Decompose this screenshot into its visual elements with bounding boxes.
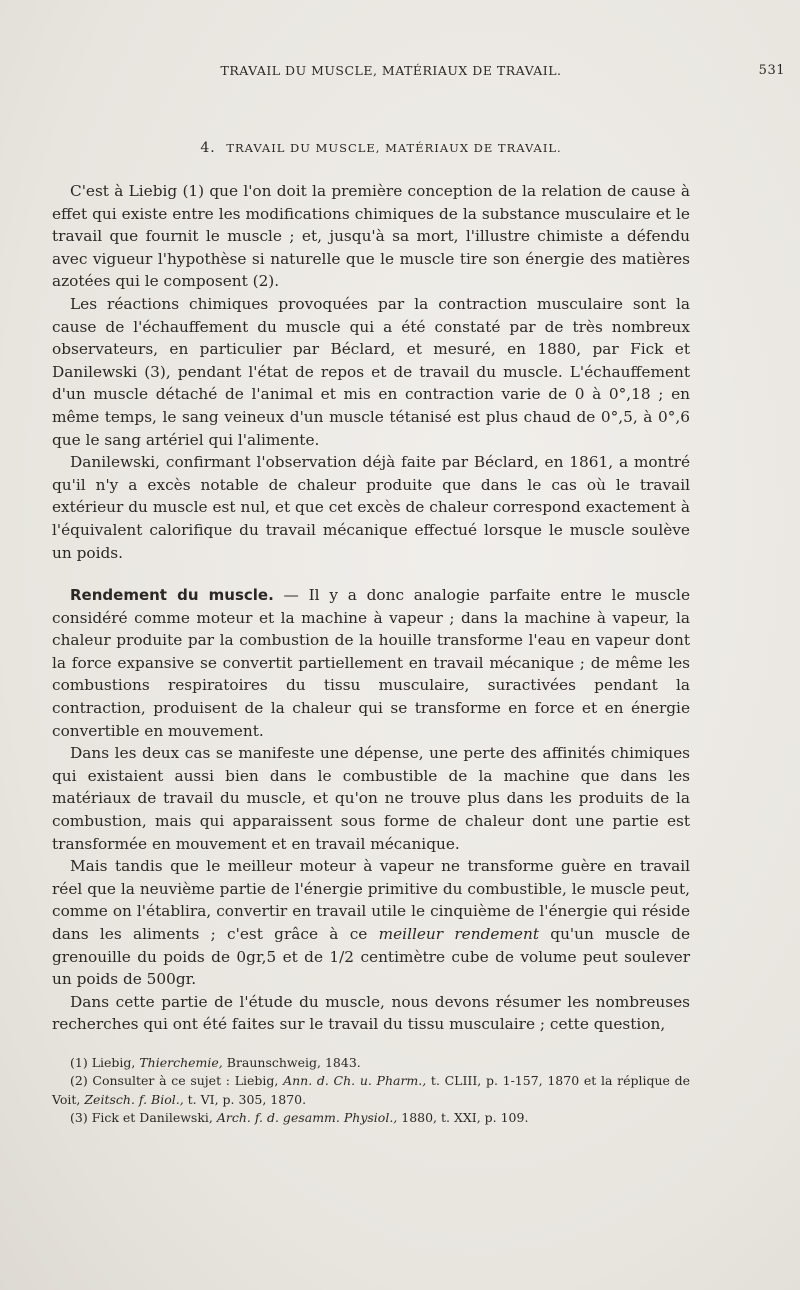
footnote-mark: (3) [70,1110,88,1126]
running-header [92,60,785,82]
paragraph-deux-cas: Dans les deux cas se manifeste une dépense, une perte des affinités chimiques qui existaient aussi bien dans le combustible de la machine que dans les matériaux de travail du muscle, et qu'on ne trouve plus dans les produits de la combustion, mais qui apparaissent sous forme de chaleur dont une partie est transformée en mouvement et en travail mécanique. [52,744,690,853]
footnote-text: 1880, t. XXI, p. 109. [397,1110,529,1126]
paragraph-rendement [52,584,690,742]
footnote-title: Ann. d. Ch. u. Pharm., [283,1073,427,1089]
footnote-text: Fick et Danilewski, [87,1110,217,1126]
footnote-text: Liebig, [87,1054,140,1070]
section-heading [72,140,690,156]
paragraph-reactions: Les réactions chimiques provoquées par la contraction musculaire sont la cause de l'échauffement du muscle qui a été constaté par de très nombreux observateurs, en particulier par Béclard, et mesuré, en 1880, par Fick et Danilewski (3), pendant l'état de repos et de travail du muscle. L'échauffement d'un muscle détaché de l'animal et mis en contraction varie de 0 à 0°,18 ; en même temps, le sang veineux d'un muscle tétanisé est plus chaud de 0°,5, à 0°,6 que le sang artériel qui l'alimente. [52,294,690,449]
footnote-text: Consulter à ce sujet : Liebig, [87,1073,284,1089]
run-in-heading: Rendement du muscle. [70,586,274,605]
footnote-title: Arch. f. d. gesamm. Physiol., [216,1110,398,1126]
footnote-text: Braunschweig, 1843. [222,1054,361,1070]
running-title: TRAVAIL DU MUSCLE, MATÉRIAUX DE TRAVAIL. [220,63,562,78]
paragraph-mais-tandis [52,855,690,991]
footnote-text: t. CLIII, p. 1-157, 1870 et la réplique de Voit, [52,1073,691,1107]
footnote-2 [52,1072,690,1109]
paragraph-last: Dans cette partie de l'étude du muscle, nous devons résumer les nombreuses recherches qui ont été faites sur le travail du tissu musculaire ; cette question, [52,992,690,1034]
footnote-mark: (2) [70,1073,88,1089]
section-title: TRAVAIL DU MUSCLE, MATÉRIAUX DE TRAVAIL. [226,141,562,155]
paragraph-danilewski: Danilewski, confirmant l'observation déjà faite par Béclard, en 1861, a montré qu'il n'y a excès notable de chaleur produite que dans le cas où le travail extérieur du muscle est nul, et que cet excès de chaleur correspond exactement à l'équivalent calorifique du travail mécanique effectué lorsque le muscle soulève un poids. [52,453,690,562]
footnote-title: Zeitsch. f. Biol., [84,1091,184,1107]
footnotes [52,1054,690,1128]
footnote-mark: (1) [70,1054,88,1070]
footnote-text: t. VI, p. 305, 1870. [183,1091,307,1107]
footnote-3 [52,1109,690,1128]
emphasis-rendement: meilleur rendement [378,925,539,943]
mais-text-before: Mais tandis que le meilleur moteur à vapeur ne transforme guère en travail réel que la neuvième partie de l'énergie primitive du combustible, le muscle peut, comme on l'établira, convertir en travail utile le cinquième de l'énergie qui réside dans les aliments ; c'est grâce à ce [52,857,690,943]
mais-text-after: qu'un muscle de grenouille du poids de 0gr,5 et de 1/2 centimètre cube de volume peut soulever un poids de 500gr. [52,925,690,989]
rendement-text: — Il y a donc analogie parfaite entre le muscle considéré comme moteur et la machine à vapeur ; dans la machine à vapeur, la chaleur produite par la combustion de la houille transforme l'eau en vapeur dont la force expansive se convertit partiellement en travail mécanique ; de même les combustions respiratoires du tissu musculaire, suractivées pendant la contraction, produisent de la chaleur qui se transforme en force et en énergie convertible en mouvement. [52,586,690,740]
section-number: 4. [200,140,216,156]
page-number: 531 [758,63,785,78]
footnote-title: Thierchemie, [139,1054,223,1070]
paragraph-liebig: C'est à Liebig (1) que l'on doit la première conception de la relation de cause à effet qui existe entre les modifications chimiques de la substance musculaire et le travail que fournit le muscle ; et, jusqu'à sa mort, l'illustre chimiste a défendu avec vigueur l'hypothèse si naturelle que le muscle tire son énergie des matières azotées qui le composent (2). [52,182,690,291]
footnote-1 [52,1054,690,1073]
